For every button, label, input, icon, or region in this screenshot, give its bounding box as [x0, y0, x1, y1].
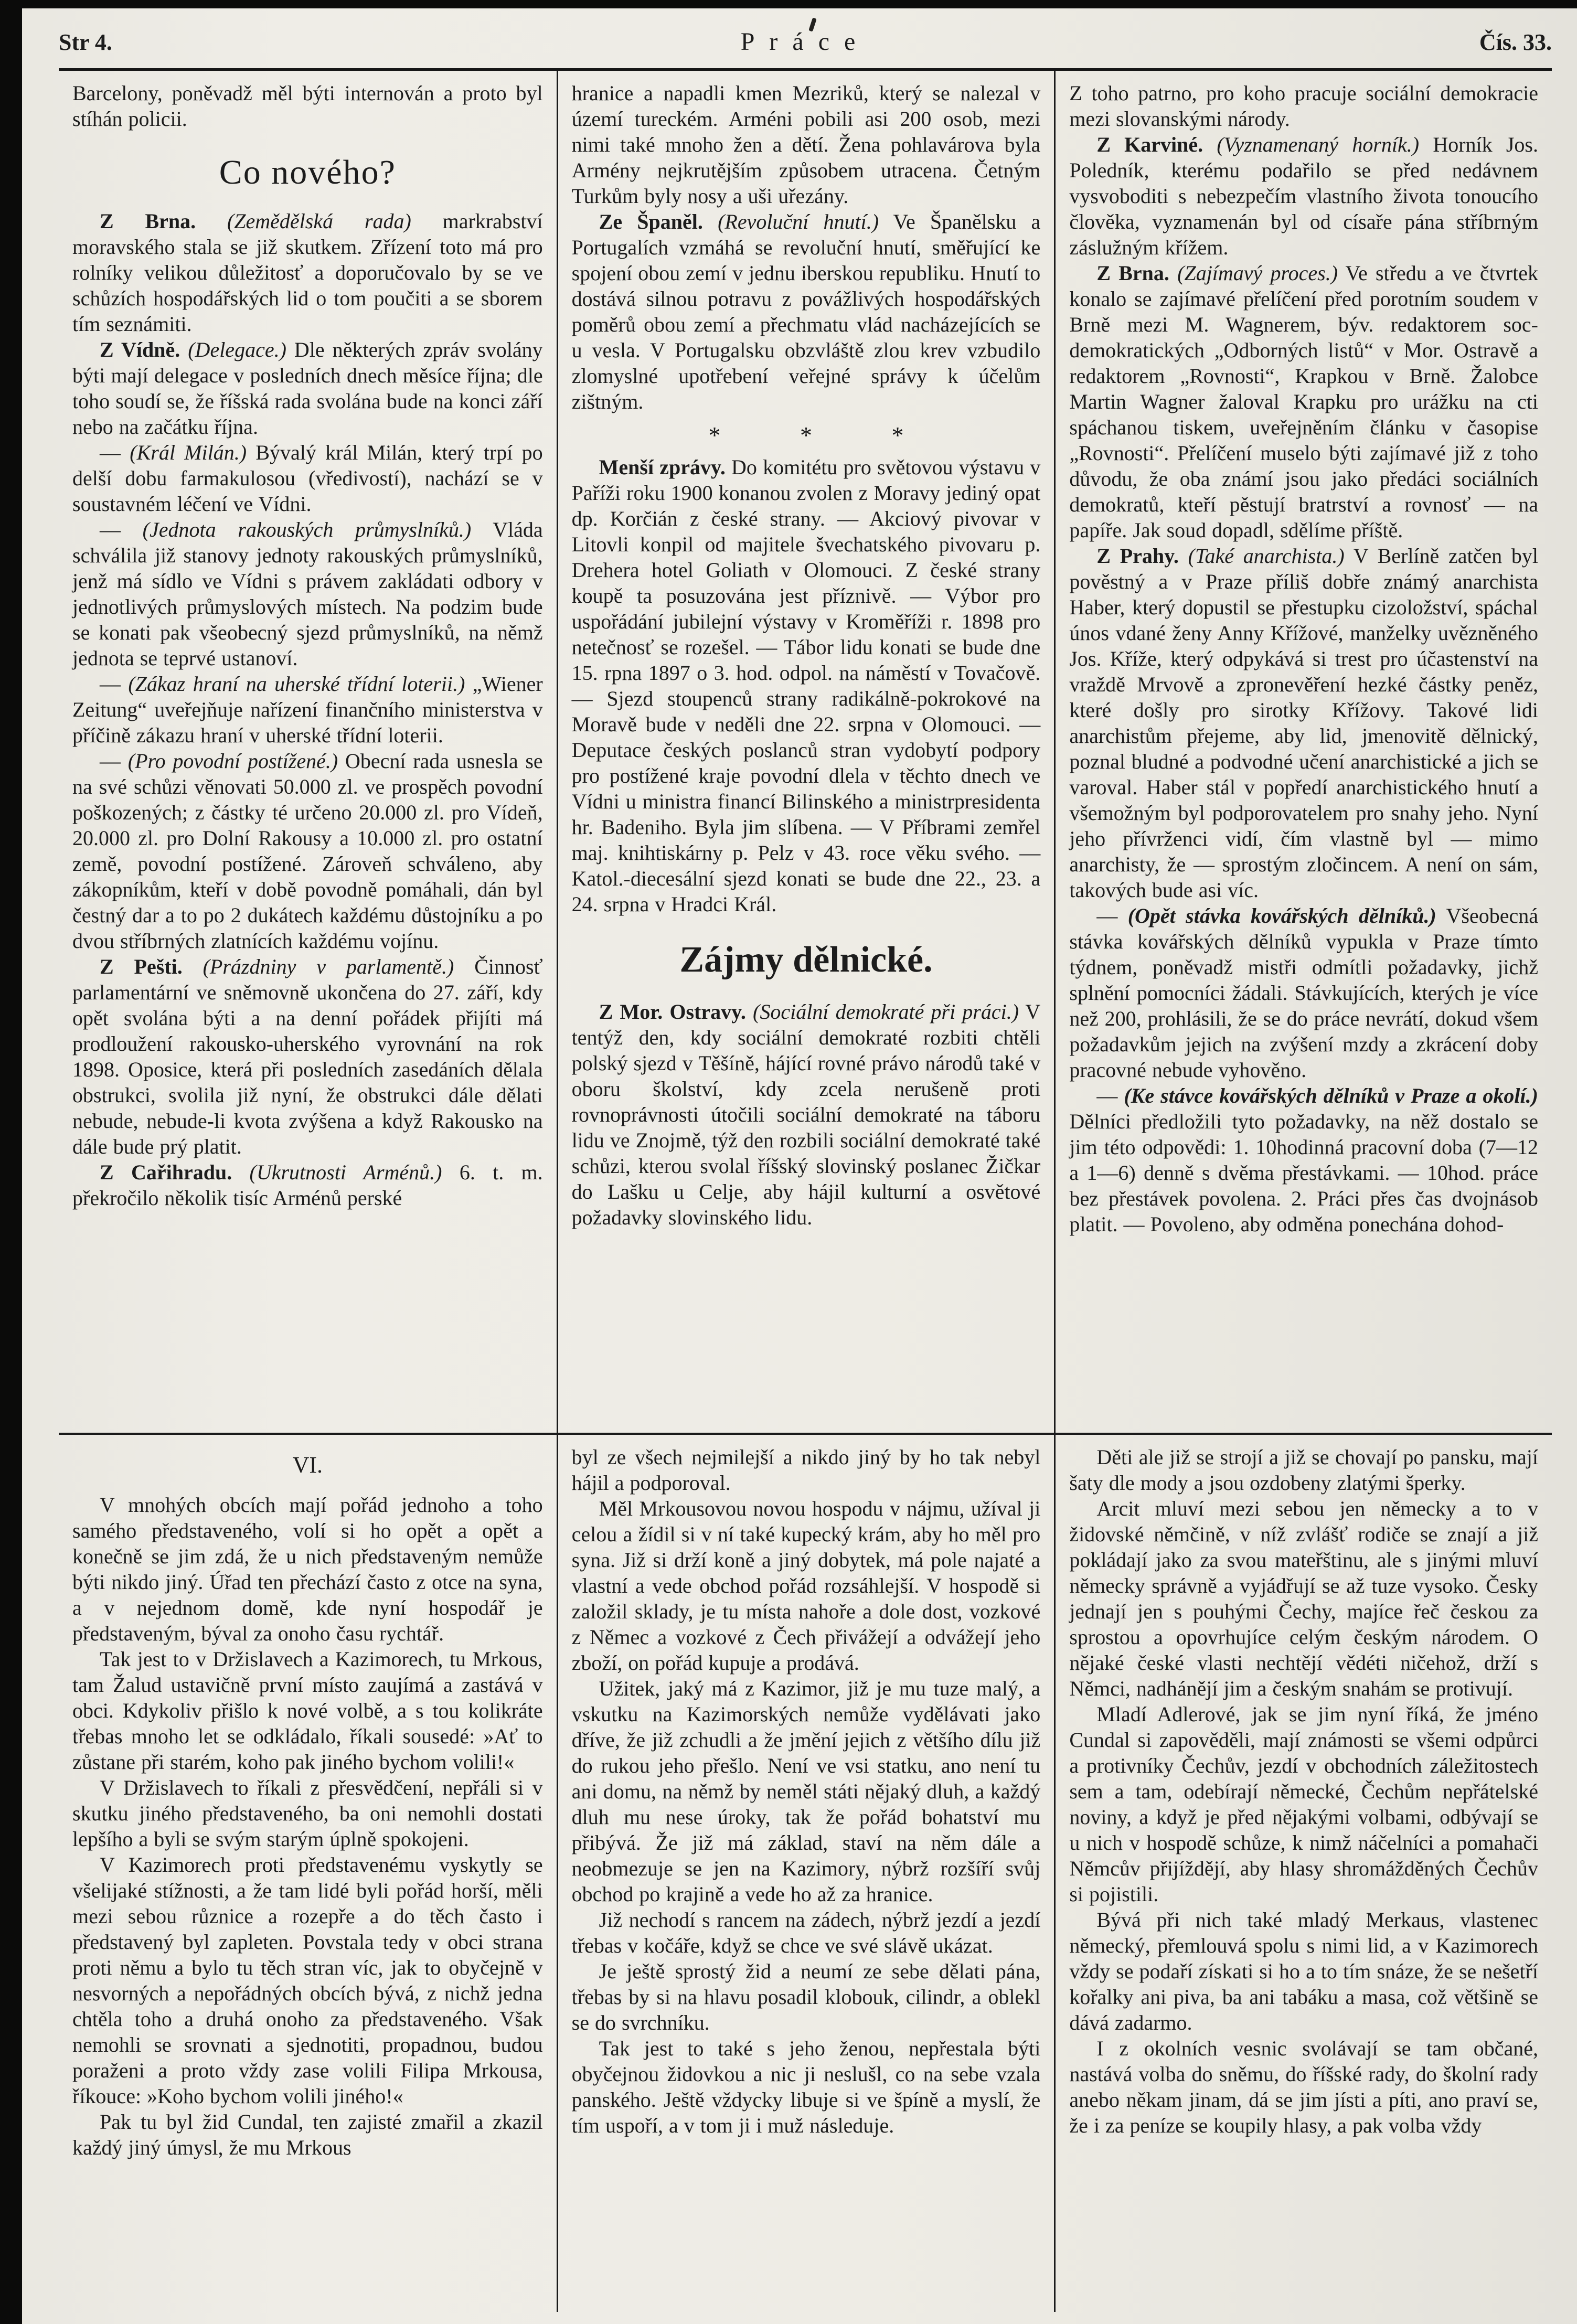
text-run: markrabství moravského stala se již skutkem. Zřízení toto má pro rolníky velikou důležitosť a doporučovalo by se ve schůzích hospodářských lid o tom poučiti a se sborem tím seznámiti. [72, 209, 543, 336]
paragraph [72, 1159, 543, 1211]
paragraph [572, 80, 1041, 209]
dateline: Ze Španěl. [599, 210, 718, 233]
paragraph [72, 954, 543, 1159]
text-run: Mladí Adlerové, jak se jim nyní říká, že jméno Cundal si zapověděli, mají známosti se všemi odpůrci a protivníky Čechův, jezdí v obchodních záležitostech sem a tam, odebírají německé, Čechům nepřátelské noviny, a když je před nějakými volbami, odbývají se u nich v hospodě schůze, k nimž náčelníci a pomahači Němcův přijíždějí, aby hlasy shromážděných Čechův si pojistili. [1069, 1702, 1538, 1906]
paragraph [1069, 1907, 1538, 2035]
news-column-right [1054, 71, 1552, 1433]
text-run: Bývá při nich také mladý Merkaus, vlastenec německý, přemlouvá spolu s nimi lid, a v Kazimorech vždy se podaří získati si ho a to tím snáze, že se nešetří kořalky ani piva, ba ani tabáku a masa, což většině se dává zadarmo. [1069, 1908, 1538, 2034]
article-title: (Delegace.) [188, 338, 286, 361]
newspaper-page [22, 8, 1577, 2324]
paragraph-list [572, 999, 1041, 1230]
article-title: (Ukrutnosti Arménů.) [249, 1160, 442, 1184]
text-run: Ve středu a ve čtvrtek konalo se zajímavé přelíčení před porotním soudem v Brně mezi M. Wagnerem, býv. redaktorem soc-demokratických „Odborných listů“ v Mor. Ostravě a redaktorem „Rovnosti“, Krapkou v Brně. Žalobce Martin Wagner žaloval Krapku pro urážku na cti spáchanou tiskem, uveřejněním článku v časopise „Rovnosti“. Přelíčení muselo býti zajímavé již z toho důvodu, že oba známí jsou jako předáci sociálních demokratů, kteří pěstují bratrství a rovnosť — na papíře. Jak soud dopadl, sdělíme příště. [1069, 261, 1538, 542]
masthead-title: Práce [740, 28, 870, 56]
text-run: Tak jest to v Držislavech a Kazimorech, tu Mrkous, tam Žalud ustavičně první místo zaujímá a zastává v obci. Kdykoliv přišlo k nové volbě, a s tou kolikráte třebas mnoho let se odkládalo, říkali sousedé: »Ať to zůstane při starém, koho pak jiného bychom volili!« [72, 1647, 543, 1774]
chapter-number: VI. [292, 1452, 323, 1478]
article-title: (Opět stávka kovářských dělníků.) [1127, 904, 1436, 928]
paragraph [572, 1958, 1041, 2035]
paragraph [572, 1496, 1041, 1676]
scan-border-left [0, 0, 22, 2324]
dateline: Z Vídně. [100, 338, 188, 361]
dateline: Z Brna. [100, 209, 227, 233]
page-number: Str 4. [59, 29, 112, 55]
scan-border-top [0, 0, 1577, 8]
dateline: Z Brna. [1096, 261, 1178, 285]
article-title: (Zemědělská rada) [227, 209, 411, 233]
paragraph [72, 208, 543, 337]
paragraph-list [72, 80, 543, 132]
text-run: V Držislavech to říkali z přesvědčení, nepřáli si v skutku jiného představeného, ba oni nemohli dostati lepšího a byli se svým starým úplně spokojeni. [72, 1776, 543, 1851]
paragraph [72, 517, 543, 671]
paragraph-list [572, 1444, 1041, 2138]
paragraph [1069, 80, 1538, 132]
text-run: Děti ale již se strojí a již se chovají po pansku, mají šaty dle mody a jsou ozdobeny zlatými šperky. [1069, 1445, 1538, 1495]
paragraph [72, 440, 543, 517]
news-section [59, 71, 1552, 1433]
paragraph [1069, 1496, 1538, 1701]
heading-zajmy-delnicke: Zájmy dělnické. [679, 940, 933, 980]
dateline: Z Cařihradu. [100, 1160, 250, 1184]
text-run: Všeobecná stávka kovářských dělníků vypukla v Praze tímto týdnem, poněvadž mistři odmítli požadavky, jichž splnění pomocníci žádali. Stávkujících, kterých je více než 200, prohlásili, že se do práce nevrátí, dokud všem požadavkům jejich na zvýšení mzdy a zkrácení doby pracovné nebude vyhověno. [1069, 904, 1538, 1082]
text-run: V tentýž den, kdy sociální demokraté rozbiti chtěli polský sjezd v Těšíně, hájící rovné právo národů také v oboru školství, kdy zcela nerušeně proti rovnoprávnosti útočili sociální demokraté na táboru lidu ve Znojmě, týž den rozbili sociální demokraté také schůzi, kterou svolal říšský slovinský poslanec Žičkar do Lašku u Celje, aby hájil kulturní a osvětové požadavky slovinského lidu. [571, 1000, 1041, 1229]
text-run: Pak tu byl žid Cundal, ten zajisté zmařil a zkazil každý jiný úmysl, že mu Mrkous [72, 2110, 543, 2159]
paragraph [1069, 1444, 1538, 1496]
page-header [59, 27, 1552, 61]
text-run: — [100, 749, 128, 773]
text-run: Měl Mrkousovou novou hospodu v nájmu, užíval ji celou a žídil si v ní také kupecký krám, aby ho měl pro syna. Již si drží koně a jiný dobytek, má pole najaté a vlastní a vede obchod pořád rozsáhlejší. V hospodě si založil sklady, je tu místa nahoře a dole dost, vozkové z Němec a vozkové z Čech přivážejí a odvážejí jeho zboží, on pořád kupuje a prodává. [571, 1497, 1041, 1675]
text-run: Dle některých zpráv svolány býti mají delegace v posledních dnech měsíce října; dle toho soudí se, že říšská rada svolána bude na konci září nebo na začátku října. [72, 338, 543, 439]
paragraph [1069, 903, 1538, 1083]
article-title: (Král Milán.) [130, 441, 247, 464]
text-run: hranice a napadli kmen Mezriků, který se nalezal v území tureckém. Arméni pobili asi 200 osob, mezi nimi také mnoho žen a dětí. Žena pohlavárova byla Armény nejkrutějším způsobem utracena. Četným Turkům byly nosy a uši uřezány. [571, 81, 1041, 208]
text-run: — [1096, 904, 1128, 928]
dateline: Z Pešti. [100, 955, 203, 978]
paragraph-list [72, 1492, 543, 2160]
text-run: Činnosť parlamentární ve sněmovně ukončena do 27. září, kdy opět svolána býti a na denní pořádek přijíti má prodloužení rakousko-uherského vyrovnání na rok 1898. Oposice, která při posledních zasedáních dělala obstrukci, svolila již nyní, že obstrukci dále dělati nebude, nebude-li kvota zvýšena a když Rakousko na dále bude prý platit. [72, 955, 543, 1158]
issue-number: Čís. 33. [1479, 29, 1552, 55]
dateline: Z Karviné. [1096, 133, 1217, 156]
paragraph [1069, 543, 1538, 903]
text-run: Vláda schválila již stanovy jednoty rakouských průmyslníků, jenž má sídlo ve Vídni s právem zakládati odbory v jednotlivých průmyslových místech. Na podzim bude se konati pak všeobecný sjezd průmyslníků, na němž jednota se teprvé ustanoví. [72, 518, 543, 670]
news-column-middle [557, 71, 1054, 1433]
text-run: Dělníci předložili tyto požadavky, na něž dostalo se jim této odpovědi: 1. 10hodinná pracovní doba (7—12 a 1—6) denně s dvěma přestávkami. — 10hod. práce bez přestávek povolena. 2. Práci přes čas dvojnásob platit. — Povoleno, aby odměna ponechána dohod- [1069, 1110, 1538, 1236]
paragraph [72, 1492, 543, 1646]
feuilleton-column-right [1054, 1435, 1552, 2312]
text-run: Z toho patrno, pro koho pracuje sociální demokracie mezi slovanskými národy. [1069, 81, 1538, 131]
text-run: Barcelony, poněvadž měl býti internován a proto byl stíhán policii. [72, 81, 543, 131]
article-title: (Ke stávce kovářských dělníků v Praze a okolí.) [1124, 1084, 1538, 1107]
paragraph [1069, 1083, 1538, 1237]
paragraph [572, 1444, 1041, 1496]
paragraph [572, 1676, 1041, 1907]
paragraph [72, 1775, 543, 1852]
text-run: 6. t. m. překročilo několik tisíc Arménů perské [72, 1160, 543, 1210]
feuilleton-column-left [59, 1435, 557, 2312]
paragraph-list [1069, 1444, 1538, 2138]
dateline: Z Mor. Ostravy. [599, 1000, 753, 1024]
feuilleton-section [59, 1433, 1552, 2312]
text-run: I z okolních vesnic svolávají se tam občané, nastává volba do sněmu, do říšské rady, do školní rady anebo někam jinam, dá se jim jísti a píti, ano praví se, že i za peníze se koupily hlasy, a pak volba vždy [1069, 2037, 1538, 2137]
news-column-left [59, 71, 557, 1433]
feuilleton-column-middle [557, 1435, 1054, 2312]
paragraph-list [572, 80, 1041, 414]
paragraph [1069, 2035, 1538, 2138]
text-run: Tak jest to také s jeho ženou, nepřestala býti obyčejnou židovkou a nic ji neslušl, co na sebe vzala panského. Ještě vždycky libuje si ve špíně a myslí, že tím uspoří, a v tom ji i muž následuje. [571, 2037, 1041, 2137]
paragraph [72, 748, 543, 954]
paragraph [572, 2035, 1041, 2138]
text-run: „Wiener Zeitung“ uveřejňuje nařízení finančního ministerstva v příčině zákazu hraní v uherské třídní loterii. [72, 672, 543, 747]
text-run: V Kazimorech proti představenému vyskytly se všelijaké stížnosti, a že tam lidé byli pořád horší, měli mezi sebou různice a rozepře a do těch často i představený byl zapleten. Povstala tedy v obci strana proti němu a bylo tu těch stran víc, jak to obyčejně v nesvorných a nepořádných obcích bývá, z nichž jedna chtěla toho a druhá onoho za představeného. Však nemohli se srovnati a sjednotiti, propadnou, budou poraženi a proto vždy zase volili Filipa Mrkousa, říkouce: »Koho bychom volili jiného!« [72, 1853, 543, 2108]
article-title: (Sociální demokraté při práci.) [753, 1000, 1019, 1024]
text-run: Je ještě sprostý žid a neumí ze sebe dělati pána, třebas by si na hlavu posadil klobouk, cilindr, a oblekl se do svrchníku. [571, 1959, 1041, 2034]
article-title: (Prázdniny v parlamentě.) [203, 955, 454, 978]
paragraph [72, 337, 543, 440]
paragraph [1069, 260, 1538, 543]
article-title: (Pro povodní postížené.) [127, 749, 338, 773]
dateline: Z Prahy. [1096, 544, 1188, 568]
text-run: V mnohých obcích mají pořád jednoho a toho samého představeného, volí si ho opět a opět a konečně se jim zdá, že u nich představeným nemůže býti nikdo jiný. Úřad ten přechází často z otce na syna, a v nejednom domě, kde nyní hospodář je představeným, býval za onoho času rychtář. [72, 1493, 543, 1645]
paragraph [72, 2109, 543, 2160]
paragraph [1069, 132, 1538, 260]
article-title: (Jednota rakouských průmyslníků.) [142, 518, 472, 541]
article-title: (Vyznamenaný horník.) [1217, 133, 1420, 156]
text-run: Bývalý král Milán, který trpí po delší dobu farmakulosou (vředivostí), nachází se v soustavném léčení ve Vídni. [72, 441, 543, 516]
heading-co-noveho: Co nového? [219, 153, 396, 191]
text-run: — [100, 672, 129, 696]
paragraph [72, 1646, 543, 1775]
text-run: Užitek, jaký má z Kazimor, již je mu tuze malý, a vskutku na Kazimorských nemůže vydělávati jako dříve, že již zchudli a že jmění jejich z většího dílu již do rukou jeho přešlo. Není ve vsi statku, ano není tu ani domu, na němž by neměl státi nějaký dluh, a každý dluh mu nese úroky, tak že pořád bohatství mu přibývá. Že již má základ, staví na něm dále a neobmezuje se jen na Kazimory, nýbrž rozšíří svůj obchod po krajině a vede ho až za hranice. [571, 1677, 1041, 1906]
text-run: Horník Jos. Poledník, kterému podařilo se před nedávnem vysvoboditi s nebezpečím vlastního života tonoucího člověka, vyznamenán byl od císaře pána stříbrným záslužným křížem. [1069, 133, 1538, 259]
paragraph [572, 454, 1041, 917]
text-run: Již nechodí s rancem na zádech, nýbrž jezdí a jezdí třebas v kočáře, když se chce ve své slávě ukázat. [571, 1908, 1041, 1957]
text-run: — [100, 518, 143, 541]
article-title: (Zákaz hraní na uherské třídní loterii.) [128, 672, 465, 696]
article-title: (Revoluční hnutí.) [718, 210, 879, 233]
text-run: Obecní rada usnesla se na své schůzi věnovati 50.000 zl. ve prospěch povodní poškozených; z částky té určeno 20.000 zl. pro Vídeň, 20.000 zl. pro Dolní Rakousy a 10.000 zl. pro ostatní země, povodní postížené. Zároveň schváleno, aby zákopníkům, kteří v době povodně pomáhali, dán byl čestný dar a to po 2 dukátech každému důstojníku a po dvou stříbrných zlatnících každému vojínu. [72, 749, 543, 953]
text-run: Do komitétu pro světovou výstavu v Paříži roku 1900 konanou zvolen z Moravy jediný opat dp. Korčián z české strany. — Akciový pivovar v Litovli konpil od majitele švechatského pivovaru p. Drehera hotel Goliath v Olomouci. Z české strany koupě ta posuzována jest příznivě. — Výbor pro uspořádání jubilejní výstavy v Kroměříži r. 1898 pro netečnosť se rozešel. — Tábor lidu konati se bude dne 15. rpna 1897 o 3. hod. odpol. na náměstí v Tovačově. — Sjezd stoupenců strany radikálně-pokrokové na Moravě bude v neděli dne 22. srpna v Olomouci. — Deputace českých poslanců stran vydobytí podpory pro postížené kraje povodní dlela v těchto dnech ve Vídni u ministra financí Bilinského a ministrpresidenta hr. Badeniho. Byla jim slíbena. — V Příbrami zemřel maj. knihtiskárny p. Pelz v 43. roce věku svého. — Katol.-diecesální sjezd konati se bude dne 22., 23. a 24. srpna v Hradci Král. [571, 455, 1041, 916]
paragraph [72, 671, 543, 748]
paragraph [72, 80, 543, 132]
text-run: — [1096, 1084, 1124, 1107]
paragraph [72, 1852, 543, 2109]
article-title: (Zajímavý proces.) [1177, 261, 1338, 285]
paragraph-list [572, 454, 1041, 917]
paragraph [572, 209, 1041, 414]
text-run: Arcit mluví mezi sebou jen německy a to v židovské němčině, v níž zvlášť rodiče se znají a již pokládají jako za svou mateřštinu, ale s jinými mluví německy správně a vyjádřují se až tuze vysoko. Česky jednají jen s pouhými Čechy, majíce řeč českou za sprostou a opovrhujíce celým českým národem. O nějaké české vlasti nechtějí vědéti ničehož, drží s Němci, nadhánějí jim a českým snahám se protivují. [1069, 1497, 1538, 1700]
paragraph [572, 1907, 1041, 1958]
paragraph-list [72, 208, 543, 1211]
dateline: Menší zprávy. [599, 455, 732, 479]
paragraph [1069, 1701, 1538, 1907]
text-run: Ve Španělsku a Portugalích vzmáhá se revoluční hnutí, směřující ke spojení obou zemí v jednu iberskou republiku. Hnutí to dostává silnou potravu z povážlivých hospodářských poměrů obou zemí a přechmatu vlád nacházejících se u vesla. V Portugalsku obzvláště zlou krev vzbudilo zlomyslné upotřebení veřejné správy k účelům zištným. [571, 210, 1041, 413]
text-run: — [100, 441, 130, 464]
article-title: (Také anarchista.) [1188, 544, 1345, 568]
paragraph [572, 999, 1041, 1230]
text-run: byl ze všech nejmilejší a nikdo jiný by ho tak nebyl hájil a podporoval. [571, 1445, 1041, 1495]
text-run: V Berlíně zatčen byl pověstný a v Praze příliš dobře známý anarchista Haber, který dopustil se přestupku cizoložství, spáchal únos vdané ženy Anny Křížové, manželky uvězněného Jos. Kříže, který odpykává si trest pro účastenství na vraždě Mrvově a zpronevěření hezké částky peněz, které došly pro sirotky Křížovy. Takové lidi anarchistům přejeme, aby lid, jmenovitě dělnický, poznal bludné a podvodné učení anarchistické a jich se varoval. Haber stál v popředí anarchistického hnutí a všemožným byl podporovatelem pro snahy jeho. Nyní jeho přívrženci vidí, čím vlastně byl — mimo anarchisty, že — sprostým zločincem. A není on sám, takových bude asi víc. [1069, 544, 1538, 902]
paragraph-list [1069, 80, 1538, 1237]
asterism-divider: * * * [708, 422, 941, 449]
